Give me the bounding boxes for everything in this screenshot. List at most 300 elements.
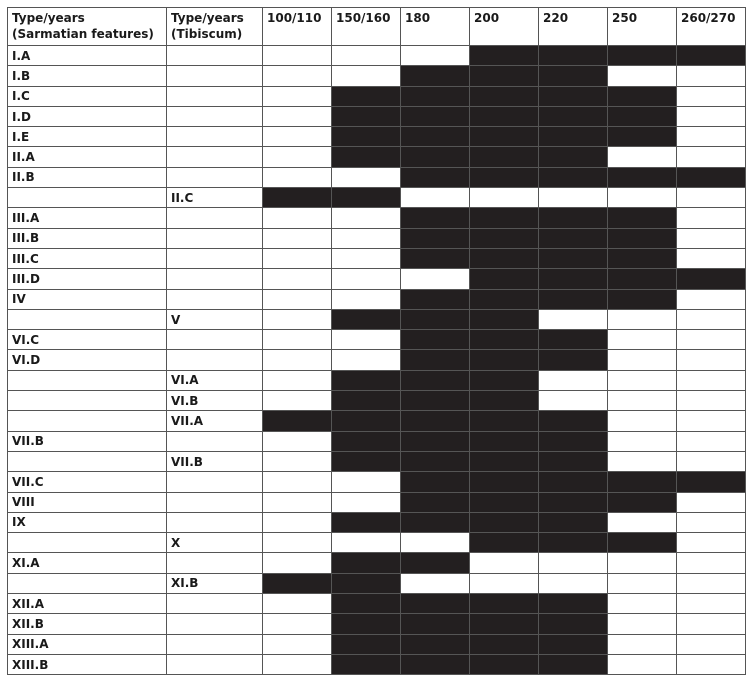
- presence-cell-filled: [470, 46, 539, 66]
- tibiscum-type-cell: VII.B: [167, 451, 263, 471]
- presence-cell-filled: [539, 492, 608, 512]
- table-row: [8, 512, 746, 532]
- tibiscum-type-cell: [167, 654, 263, 674]
- presence-cell-empty: [263, 86, 332, 106]
- sarmatian-type-cell: VII.B: [8, 431, 167, 451]
- sarmatian-type-cell: XIII.A: [8, 634, 167, 654]
- presence-cell-filled: [470, 411, 539, 431]
- tibiscum-type-cell: [167, 289, 263, 309]
- presence-cell-filled: [539, 512, 608, 532]
- table-row: [8, 634, 746, 654]
- table-row: [8, 309, 746, 329]
- presence-cell-filled: [470, 86, 539, 106]
- presence-cell-empty: [470, 188, 539, 208]
- table-row: [8, 411, 746, 431]
- tibiscum-type-cell: [167, 472, 263, 492]
- tibiscum-type-cell: [167, 106, 263, 126]
- presence-cell-filled: [539, 431, 608, 451]
- presence-cell-filled: [470, 330, 539, 350]
- tibiscum-type-cell: [167, 86, 263, 106]
- presence-cell-filled: [608, 127, 677, 147]
- presence-cell-empty: [677, 289, 746, 309]
- table-row: [8, 654, 746, 674]
- table-row: [8, 167, 746, 187]
- tibiscum-type-cell: [167, 492, 263, 512]
- tibiscum-type-cell: [167, 350, 263, 370]
- presence-cell-filled: [677, 46, 746, 66]
- tibiscum-type-cell: [167, 594, 263, 614]
- presence-cell-filled: [401, 431, 470, 451]
- presence-cell-empty: [677, 248, 746, 268]
- presence-cell-filled: [470, 431, 539, 451]
- presence-cell-filled: [332, 512, 401, 532]
- table-row: [8, 594, 746, 614]
- presence-cell-filled: [539, 472, 608, 492]
- presence-cell-empty: [263, 553, 332, 573]
- tibiscum-type-cell: VI.B: [167, 391, 263, 411]
- presence-cell-empty: [608, 451, 677, 471]
- presence-cell-filled: [401, 350, 470, 370]
- tibiscum-type-cell: [167, 553, 263, 573]
- presence-cell-empty: [608, 614, 677, 634]
- sarmatian-type-cell: XIII.B: [8, 654, 167, 674]
- presence-cell-filled: [677, 472, 746, 492]
- presence-cell-empty: [677, 228, 746, 248]
- presence-cell-filled: [539, 289, 608, 309]
- presence-cell-filled: [470, 66, 539, 86]
- presence-cell-filled: [539, 533, 608, 553]
- presence-cell-filled: [539, 208, 608, 228]
- header-year-200: 200: [470, 8, 539, 46]
- presence-cell-filled: [539, 634, 608, 654]
- presence-cell-filled: [332, 553, 401, 573]
- presence-cell-empty: [677, 66, 746, 86]
- presence-cell-empty: [470, 553, 539, 573]
- presence-cell-filled: [401, 391, 470, 411]
- presence-cell-filled: [332, 594, 401, 614]
- sarmatian-type-cell: I.E: [8, 127, 167, 147]
- table-row: [8, 66, 746, 86]
- presence-cell-filled: [539, 350, 608, 370]
- tibiscum-type-cell: [167, 167, 263, 187]
- presence-cell-filled: [332, 411, 401, 431]
- presence-cell-filled: [539, 46, 608, 66]
- presence-cell-filled: [401, 411, 470, 431]
- presence-cell-filled: [401, 553, 470, 573]
- header-tibiscum: Type/years (Tibiscum): [167, 8, 263, 46]
- presence-cell-filled: [470, 512, 539, 532]
- presence-cell-empty: [332, 167, 401, 187]
- presence-cell-empty: [332, 208, 401, 228]
- presence-cell-filled: [332, 106, 401, 126]
- presence-cell-empty: [608, 370, 677, 390]
- presence-cell-empty: [608, 634, 677, 654]
- sarmatian-type-cell: VII.C: [8, 472, 167, 492]
- table-row: [8, 573, 746, 593]
- presence-cell-filled: [608, 289, 677, 309]
- presence-cell-empty: [677, 614, 746, 634]
- presence-cell-filled: [539, 330, 608, 350]
- table-header: [8, 8, 746, 46]
- presence-cell-empty: [332, 66, 401, 86]
- presence-cell-empty: [263, 147, 332, 167]
- presence-cell-filled: [470, 309, 539, 329]
- presence-cell-filled: [470, 208, 539, 228]
- table-row: [8, 188, 746, 208]
- table-row: [8, 391, 746, 411]
- presence-cell-empty: [263, 451, 332, 471]
- presence-cell-empty: [608, 431, 677, 451]
- table-row: [8, 350, 746, 370]
- tibiscum-type-cell: [167, 330, 263, 350]
- presence-cell-empty: [263, 46, 332, 66]
- presence-cell-filled: [677, 167, 746, 187]
- sarmatian-type-cell: II.A: [8, 147, 167, 167]
- presence-cell-filled: [401, 86, 470, 106]
- sarmatian-type-cell: III.D: [8, 269, 167, 289]
- presence-cell-filled: [470, 269, 539, 289]
- presence-cell-filled: [539, 654, 608, 674]
- presence-cell-empty: [677, 350, 746, 370]
- header-year-220: 220: [539, 8, 608, 46]
- sarmatian-type-cell: [8, 370, 167, 390]
- presence-cell-empty: [677, 208, 746, 228]
- presence-cell-empty: [677, 330, 746, 350]
- table-row: [8, 492, 746, 512]
- presence-cell-filled: [470, 228, 539, 248]
- presence-cell-empty: [263, 66, 332, 86]
- sarmatian-type-cell: III.B: [8, 228, 167, 248]
- table-row: [8, 614, 746, 634]
- presence-cell-empty: [677, 512, 746, 532]
- presence-cell-filled: [608, 86, 677, 106]
- table-row: [8, 46, 746, 66]
- presence-cell-empty: [539, 309, 608, 329]
- tibiscum-type-cell: [167, 634, 263, 654]
- table-body: [8, 46, 746, 675]
- sarmatian-type-cell: IV: [8, 289, 167, 309]
- presence-cell-filled: [470, 634, 539, 654]
- tibiscum-type-cell: VI.A: [167, 370, 263, 390]
- tibiscum-type-cell: VII.A: [167, 411, 263, 431]
- presence-cell-empty: [608, 553, 677, 573]
- tibiscum-type-cell: II.C: [167, 188, 263, 208]
- presence-cell-filled: [470, 533, 539, 553]
- presence-cell-filled: [332, 431, 401, 451]
- presence-cell-empty: [677, 553, 746, 573]
- presence-cell-filled: [539, 86, 608, 106]
- presence-cell-filled: [401, 451, 470, 471]
- presence-cell-empty: [608, 512, 677, 532]
- presence-cell-filled: [332, 86, 401, 106]
- presence-cell-filled: [608, 472, 677, 492]
- presence-cell-empty: [539, 391, 608, 411]
- sarmatian-type-cell: XII.B: [8, 614, 167, 634]
- presence-cell-empty: [263, 431, 332, 451]
- table-row: [8, 533, 746, 553]
- presence-cell-filled: [470, 127, 539, 147]
- presence-cell-empty: [332, 533, 401, 553]
- presence-cell-filled: [263, 411, 332, 431]
- presence-cell-filled: [401, 127, 470, 147]
- presence-cell-empty: [332, 350, 401, 370]
- header-year-250: 250: [608, 8, 677, 46]
- presence-cell-filled: [332, 127, 401, 147]
- presence-cell-filled: [539, 269, 608, 289]
- presence-cell-filled: [401, 289, 470, 309]
- presence-cell-empty: [332, 46, 401, 66]
- presence-cell-filled: [608, 228, 677, 248]
- presence-cell-empty: [677, 654, 746, 674]
- presence-cell-filled: [401, 492, 470, 512]
- presence-cell-empty: [263, 614, 332, 634]
- header-year-150-160: 150/160: [332, 8, 401, 46]
- header-row: [8, 8, 746, 46]
- presence-cell-empty: [263, 330, 332, 350]
- presence-cell-empty: [263, 127, 332, 147]
- presence-cell-filled: [401, 248, 470, 268]
- sarmatian-type-cell: [8, 573, 167, 593]
- tibiscum-type-cell: V: [167, 309, 263, 329]
- presence-cell-empty: [263, 248, 332, 268]
- presence-cell-empty: [677, 594, 746, 614]
- presence-cell-filled: [332, 573, 401, 593]
- header-year-180: 180: [401, 8, 470, 46]
- presence-cell-filled: [401, 654, 470, 674]
- presence-cell-filled: [539, 594, 608, 614]
- sarmatian-type-cell: III.C: [8, 248, 167, 268]
- sarmatian-type-cell: IX: [8, 512, 167, 532]
- presence-cell-filled: [470, 451, 539, 471]
- sarmatian-type-cell: III.A: [8, 208, 167, 228]
- presence-cell-filled: [332, 634, 401, 654]
- presence-cell-filled: [470, 654, 539, 674]
- presence-cell-filled: [401, 309, 470, 329]
- presence-cell-filled: [608, 208, 677, 228]
- presence-cell-empty: [332, 228, 401, 248]
- table-row: [8, 86, 746, 106]
- presence-cell-empty: [401, 573, 470, 593]
- presence-cell-filled: [332, 188, 401, 208]
- presence-cell-filled: [470, 350, 539, 370]
- tibiscum-type-cell: [167, 431, 263, 451]
- presence-cell-filled: [401, 370, 470, 390]
- table-row: [8, 330, 746, 350]
- table-row: [8, 553, 746, 573]
- presence-cell-filled: [332, 451, 401, 471]
- table-row: [8, 127, 746, 147]
- presence-cell-empty: [263, 269, 332, 289]
- presence-cell-filled: [401, 472, 470, 492]
- presence-cell-empty: [263, 167, 332, 187]
- presence-cell-empty: [608, 147, 677, 167]
- presence-cell-empty: [401, 533, 470, 553]
- presence-cell-empty: [263, 309, 332, 329]
- tibiscum-type-cell: [167, 269, 263, 289]
- tibiscum-type-cell: [167, 614, 263, 634]
- table-row: [8, 431, 746, 451]
- presence-cell-empty: [608, 411, 677, 431]
- presence-cell-empty: [263, 634, 332, 654]
- tibiscum-type-cell: X: [167, 533, 263, 553]
- presence-cell-empty: [263, 512, 332, 532]
- presence-cell-empty: [263, 594, 332, 614]
- presence-cell-filled: [401, 634, 470, 654]
- presence-cell-filled: [470, 147, 539, 167]
- presence-cell-filled: [332, 147, 401, 167]
- sarmatian-type-cell: [8, 391, 167, 411]
- presence-cell-filled: [539, 451, 608, 471]
- presence-cell-filled: [470, 167, 539, 187]
- sarmatian-type-cell: VI.C: [8, 330, 167, 350]
- presence-cell-empty: [332, 492, 401, 512]
- presence-cell-empty: [401, 188, 470, 208]
- presence-cell-filled: [539, 106, 608, 126]
- presence-cell-filled: [608, 46, 677, 66]
- presence-cell-empty: [263, 370, 332, 390]
- presence-cell-filled: [677, 269, 746, 289]
- presence-cell-filled: [470, 492, 539, 512]
- presence-cell-empty: [263, 492, 332, 512]
- presence-cell-empty: [263, 106, 332, 126]
- presence-cell-empty: [539, 573, 608, 593]
- tibiscum-type-cell: [167, 147, 263, 167]
- presence-cell-filled: [332, 614, 401, 634]
- presence-cell-filled: [401, 614, 470, 634]
- presence-cell-empty: [677, 309, 746, 329]
- sarmatian-type-cell: [8, 411, 167, 431]
- presence-cell-empty: [539, 553, 608, 573]
- table-row: [8, 106, 746, 126]
- presence-cell-filled: [470, 289, 539, 309]
- presence-cell-empty: [677, 451, 746, 471]
- presence-cell-filled: [401, 228, 470, 248]
- tibiscum-type-cell: [167, 248, 263, 268]
- sarmatian-type-cell: VI.D: [8, 350, 167, 370]
- presence-cell-empty: [677, 86, 746, 106]
- presence-cell-filled: [263, 573, 332, 593]
- presence-cell-empty: [608, 594, 677, 614]
- presence-cell-empty: [677, 411, 746, 431]
- presence-cell-empty: [470, 573, 539, 593]
- presence-cell-filled: [539, 147, 608, 167]
- presence-cell-filled: [332, 391, 401, 411]
- presence-cell-filled: [470, 106, 539, 126]
- presence-cell-empty: [332, 248, 401, 268]
- presence-cell-filled: [539, 228, 608, 248]
- tibiscum-type-cell: [167, 512, 263, 532]
- presence-cell-filled: [608, 167, 677, 187]
- presence-cell-empty: [263, 391, 332, 411]
- presence-cell-filled: [539, 248, 608, 268]
- presence-cell-empty: [608, 66, 677, 86]
- presence-cell-empty: [263, 654, 332, 674]
- presence-cell-filled: [401, 167, 470, 187]
- presence-cell-empty: [608, 350, 677, 370]
- presence-cell-empty: [677, 188, 746, 208]
- tibiscum-type-cell: [167, 46, 263, 66]
- sarmatian-type-cell: VIII: [8, 492, 167, 512]
- table-row: [8, 269, 746, 289]
- presence-cell-filled: [539, 66, 608, 86]
- table-row: [8, 208, 746, 228]
- presence-cell-filled: [332, 309, 401, 329]
- presence-cell-filled: [401, 512, 470, 532]
- presence-cell-empty: [608, 391, 677, 411]
- presence-cell-filled: [401, 147, 470, 167]
- presence-cell-filled: [470, 391, 539, 411]
- tibiscum-type-cell: [167, 208, 263, 228]
- presence-cell-filled: [608, 106, 677, 126]
- sarmatian-type-cell: XII.A: [8, 594, 167, 614]
- presence-cell-filled: [608, 269, 677, 289]
- presence-cell-empty: [677, 127, 746, 147]
- presence-cell-empty: [263, 350, 332, 370]
- presence-cell-empty: [608, 188, 677, 208]
- presence-cell-empty: [608, 573, 677, 593]
- table-row: [8, 289, 746, 309]
- presence-cell-filled: [470, 594, 539, 614]
- presence-cell-empty: [539, 188, 608, 208]
- presence-cell-empty: [263, 533, 332, 553]
- presence-cell-filled: [401, 106, 470, 126]
- presence-cell-filled: [263, 188, 332, 208]
- presence-cell-filled: [470, 370, 539, 390]
- sarmatian-type-cell: XI.A: [8, 553, 167, 573]
- presence-cell-empty: [608, 309, 677, 329]
- sarmatian-type-cell: I.B: [8, 66, 167, 86]
- presence-cell-empty: [677, 431, 746, 451]
- table-row: [8, 472, 746, 492]
- presence-cell-filled: [539, 614, 608, 634]
- sarmatian-type-cell: [8, 309, 167, 329]
- table-row: [8, 248, 746, 268]
- header-year-100-110: 100/110: [263, 8, 332, 46]
- presence-cell-filled: [608, 533, 677, 553]
- presence-cell-filled: [470, 614, 539, 634]
- chronology-table: [7, 7, 746, 675]
- presence-cell-empty: [677, 391, 746, 411]
- presence-cell-empty: [677, 634, 746, 654]
- table-row: [8, 370, 746, 390]
- presence-cell-empty: [263, 208, 332, 228]
- presence-cell-empty: [332, 269, 401, 289]
- header-sarmatian: Type/years (Sarmatian features): [8, 8, 167, 46]
- sarmatian-type-cell: II.B: [8, 167, 167, 187]
- table-row: [8, 451, 746, 471]
- table-row: [8, 228, 746, 248]
- sarmatian-type-cell: I.A: [8, 46, 167, 66]
- tibiscum-type-cell: [167, 127, 263, 147]
- presence-cell-empty: [263, 228, 332, 248]
- presence-cell-filled: [332, 654, 401, 674]
- presence-cell-filled: [401, 66, 470, 86]
- tibiscum-type-cell: XI.B: [167, 573, 263, 593]
- presence-cell-filled: [401, 594, 470, 614]
- sarmatian-type-cell: I.C: [8, 86, 167, 106]
- sarmatian-type-cell: [8, 533, 167, 553]
- presence-cell-empty: [677, 370, 746, 390]
- tibiscum-type-cell: [167, 228, 263, 248]
- presence-cell-empty: [332, 330, 401, 350]
- sarmatian-type-cell: I.D: [8, 106, 167, 126]
- presence-cell-filled: [608, 492, 677, 512]
- presence-cell-empty: [677, 533, 746, 553]
- presence-cell-filled: [608, 248, 677, 268]
- presence-cell-empty: [263, 472, 332, 492]
- tibiscum-type-cell: [167, 66, 263, 86]
- presence-cell-filled: [539, 167, 608, 187]
